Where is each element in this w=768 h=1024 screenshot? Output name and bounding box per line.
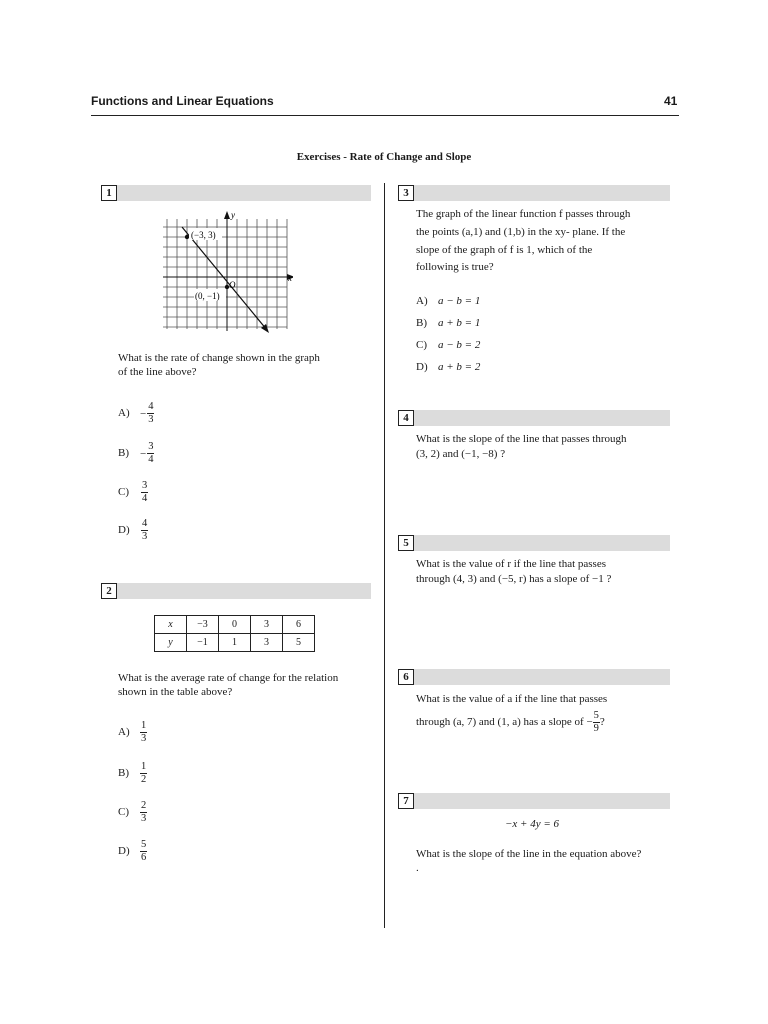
question-3-bar xyxy=(398,185,670,201)
question-6-text-line1: What is the value of a if the line that passes xyxy=(416,693,608,705)
question-2-table xyxy=(154,615,315,652)
question-2-text-line1: What is the average rate of change for the relation xyxy=(118,672,339,684)
page-number: 41 xyxy=(664,94,678,108)
table-cell: y xyxy=(155,634,187,652)
question-3-option-b[interactable]: B) a + b = 1 xyxy=(416,317,481,329)
question-3-text-line3: slope of the graph of f is 1, which of the xyxy=(416,244,593,256)
question-7-equation: −x + 4y = 6 xyxy=(505,818,560,830)
table-cell: −1 xyxy=(187,634,219,652)
point-a-marker xyxy=(185,235,189,239)
question-1-text-line2: of the line above? xyxy=(118,366,197,378)
question-3-text-line2: the points (a,1) and (1,b) in the xy- plane. If the xyxy=(416,226,626,238)
table-cell: 1 xyxy=(219,634,251,652)
question-3-option-d[interactable]: D) a + b = 2 xyxy=(416,361,481,373)
y-axis-arrow xyxy=(224,211,230,219)
question-4-text-line1: What is the slope of the line that passes through xyxy=(416,433,627,445)
table-cell: 6 xyxy=(283,616,315,634)
question-6-number: 6 xyxy=(398,669,414,685)
point-a-label: (−3, 3) xyxy=(191,230,216,240)
question-4-bar xyxy=(398,410,670,426)
question-1-option-d[interactable]: D) $\frac{4}{3}$ xyxy=(118,518,148,542)
table-cell: −3 xyxy=(187,616,219,634)
table-row-x xyxy=(155,616,315,634)
question-7-bar xyxy=(398,793,670,809)
question-2-option-d[interactable]: D) $\frac{5}{6}$ xyxy=(118,839,147,863)
question-2-option-a[interactable]: A) $\frac{1}{3}$ xyxy=(118,720,147,744)
question-3-option-c[interactable]: C) a − b = 2 xyxy=(416,339,481,351)
question-1-graph xyxy=(158,209,293,334)
table-cell: x xyxy=(155,616,187,634)
question-1-option-a[interactable]: A) − $\frac{4}{3}$ xyxy=(118,401,154,425)
question-3-option-a[interactable]: A) a − b = 1 xyxy=(416,295,481,307)
question-7-trailing: . xyxy=(416,862,419,874)
graph-line xyxy=(182,227,267,330)
question-5-number: 5 xyxy=(398,535,414,551)
question-4-text-line2: (3, 2) and (−1, −8) ? xyxy=(416,448,506,460)
section-title: Exercises - Rate of Change and Slope xyxy=(296,151,472,163)
x-axis-label: x xyxy=(288,273,292,283)
question-1-bar xyxy=(101,185,371,201)
column-divider xyxy=(384,183,385,928)
question-4-number: 4 xyxy=(398,410,414,426)
question-2-option-b[interactable]: B) $\frac{1}{2}$ xyxy=(118,761,147,785)
question-3-text-line1: The graph of the linear function f passes through xyxy=(416,208,631,220)
point-b-label: (0, −1) xyxy=(195,291,220,301)
header-rule xyxy=(91,115,679,116)
table-row-y xyxy=(155,634,315,652)
question-2-option-c[interactable]: C) $\frac{2}{3}$ xyxy=(118,800,147,824)
question-5-bar xyxy=(398,535,670,551)
table-cell: 0 xyxy=(219,616,251,634)
table-cell: 5 xyxy=(283,634,315,652)
question-3-text-line4: following is true? xyxy=(416,261,494,273)
origin-label: O xyxy=(229,280,236,290)
question-1-number: 1 xyxy=(101,185,117,201)
question-6-text-line2: through (a, 7) and (1, a) has a slope of − $\frac{5}{9}$ ? xyxy=(416,710,605,734)
table-cell: 3 xyxy=(251,616,283,634)
question-7-text-line1: What is the slope of the line in the equation above? xyxy=(416,848,642,860)
question-6-bar xyxy=(398,669,670,685)
question-3-number: 3 xyxy=(398,185,414,201)
table-cell: 3 xyxy=(251,634,283,652)
running-header-title: Functions and Linear Equations xyxy=(91,94,274,108)
question-7-number: 7 xyxy=(398,793,414,809)
question-2-text-line2: shown in the table above? xyxy=(118,686,233,698)
question-5-text-line1: What is the value of r if the line that passes xyxy=(416,558,606,570)
graph-line-arrow xyxy=(261,324,269,333)
question-2-number: 2 xyxy=(101,583,117,599)
question-1-text-line1: What is the rate of change shown in the graph xyxy=(118,352,320,364)
question-5-text-line2: through (4, 3) and (−5, r) has a slope of −1 ? xyxy=(416,573,612,585)
y-axis-label: y xyxy=(231,210,235,220)
question-1-option-b[interactable]: B) − $\frac{3}{4}$ xyxy=(118,441,154,465)
question-2-bar xyxy=(101,583,371,599)
question-1-option-c[interactable]: C) $\frac{3}{4}$ xyxy=(118,480,148,504)
